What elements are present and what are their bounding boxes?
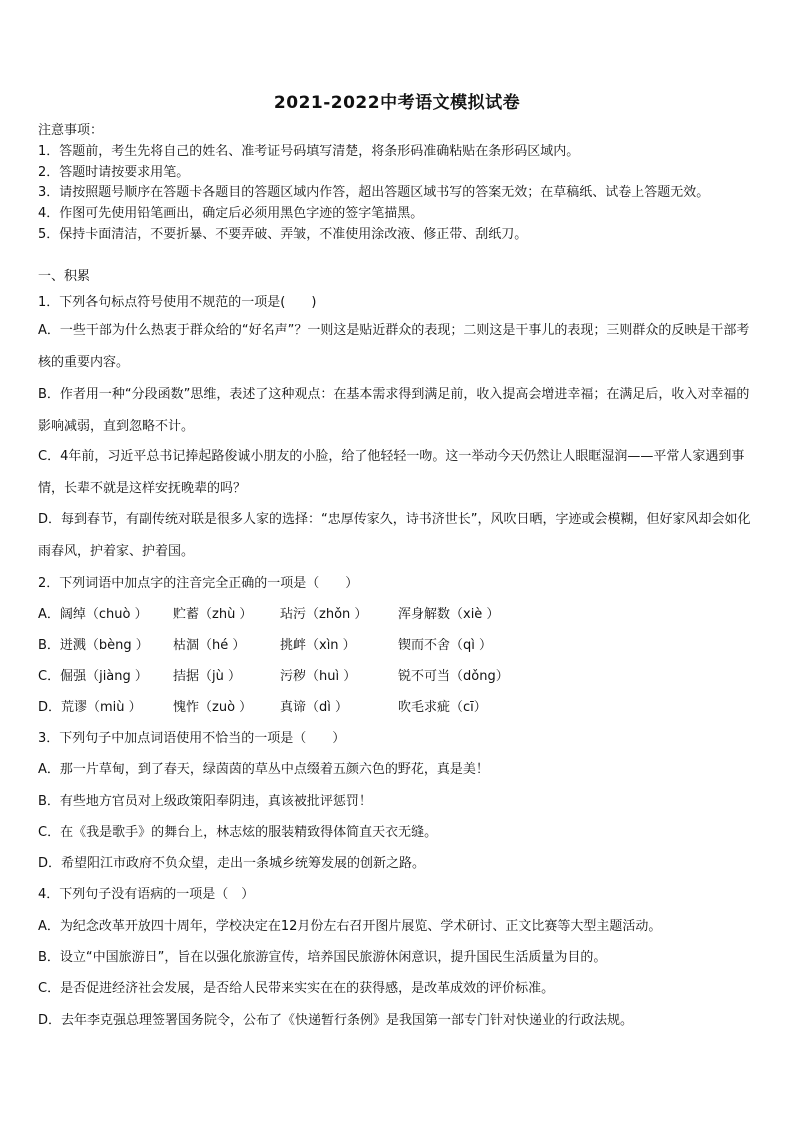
question-1-option-c: C．4年前，习近平总书记捧起路俊诚小朋友的小脸，给了他轻轻一吻。这一举动今天仍然让人眼眶湿润——平常人家遇到事情，长辈不就是这样安抚晚辈的吗？ [38,449,745,496]
question-3-option-d: D．希望阳江市政府不负众望，走出一条城乡统筹发展的创新之路。 [38,856,426,871]
notice-item: 4．作图可先使用铅笔画出，确定后必须用黑色字迹的签字笔描黑。 [38,206,424,222]
pinyin-item: A．阔绰（chuò ） [38,607,148,622]
pinyin-item: 污秽（huì ） [280,669,357,684]
question-1-option-b: B．作者用一种“分段函数”思维，表述了这种观点：在基本需求得到满足前，收入提高会增进幸福；在满足后，收入对幸福的影响减弱，直到忽略不计。 [38,387,750,434]
question-4-option-d: D．去年李克强总理签署国务院令，公布了《快递暂行条例》是我国第一部专门针对快递业的行政法规。 [38,1013,634,1028]
pinyin-item: 吹毛求疵（cī） [398,700,487,715]
pinyin-item: B．迸溅（bèng ） [38,638,149,653]
question-4-option-c: C．是否促进经济社会发展，是否给人民带来实实在在的获得感，是改革成效的评价标准。 [38,981,555,996]
pinyin-item: 枯涸（hé ） [173,638,246,653]
question-3-stem: 3．下列句子中加点词语使用不恰当的一项是（ ） [38,731,346,746]
question-2-row-a [38,603,758,623]
question-1-stem: 1．下列各句标点符号使用不规范的一项是( ) [38,295,317,310]
pinyin-item: 贮蓄（zhù ） [173,607,253,622]
question-2-row-d [38,696,758,716]
pinyin-item: D．荒谬（miù ） [38,700,142,715]
question-4-stem: 4．下列句子没有语病的一项是（ ） [38,887,255,902]
notice-item: 1．答题前，考生先将自己的姓名、准考证号码填写清楚，将条形码准确粘贴在条形码区域内。 [38,143,580,159]
pinyin-item: 浑身解数（xiè ） [398,607,500,622]
question-3-option-a: A．那一片草甸，到了春天，绿茵茵的草丛中点缀着五颜六色的野花，真是美！ [38,762,489,777]
notice-item: 3．请按照题号顺序在答题卡各题目的答题区域内作答，超出答题区域书写的答案无效；在草稿纸、试卷上答题无效。 [38,185,710,201]
pinyin-item: C．倔强（jiàng ） [38,669,148,684]
pinyin-item: 玷污（zhǒn ） [280,607,368,622]
pinyin-item: 拮据（jù ） [173,669,241,684]
question-4-option-a: A．为纪念改革开放四十周年，学校决定在12月份左右召开图片展览、学术研讨、正文比赛等大型主题活动。 [38,919,662,934]
notice-block [38,121,768,246]
question-2-row-c [38,665,758,685]
question-1-option-a: A．一些干部为什么热衷于群众给的“好名声”？一则这是贴近群众的表现；二则这是干事儿的表现；三则群众的反映是干部考核的重要内容。 [38,323,750,370]
pinyin-item: 锐不可当（dǒng） [398,669,509,684]
question-1-option-d: D．每到春节，有副传统对联是很多人家的选择：“忠厚传家久，诗书济世长”，风吹日晒，字迹或会模糊，但好家风却会如化雨春风，护着家、护着国。 [38,512,751,559]
notice-item: 2．答题时请按要求用笔。 [38,164,190,180]
question-3-option-b: B．有些地方官员对上级政策阳奉阴违，真该被批评惩罚！ [38,794,372,809]
section-heading: 一、积累 [38,269,91,284]
pinyin-item: 挑衅（xìn ） [280,638,356,653]
notice-item: 5．保持卡面清洁，不要折暴、不要弄破、弄皱，不准使用涂改液、修正带、刮纸刀。 [38,226,528,242]
exam-title: 2021-2022中考语文模拟试卷 [273,93,521,113]
question-4-option-b: B．设立“中国旅游日”，旨在以强化旅游宣传，培养国民旅游休闲意识，提升国民生活质量为目的。 [38,950,607,965]
pinyin-item: 真谛（dì ） [280,700,348,715]
pinyin-item: 锲而不舍（qì ） [398,638,492,653]
pinyin-item: 愧怍（zuò ） [173,700,253,715]
notice-heading: 注意事项： [38,123,104,138]
question-2-row-b [38,634,758,654]
question-2-stem: 2．下列词语中加点字的注音完全正确的一项是（ ） [38,576,359,591]
question-3-option-c: C．在《我是歌手》的舞台上，林志炫的服装精致得体简直天衣无缝。 [38,825,438,840]
